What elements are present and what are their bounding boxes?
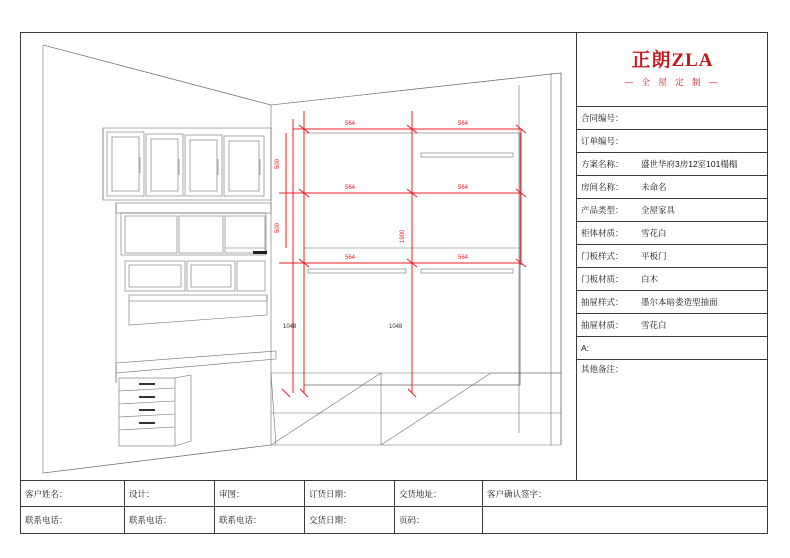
spec-row — [577, 360, 768, 400]
spec-row — [577, 291, 768, 314]
spec-row — [577, 245, 768, 268]
spec-row-list — [577, 107, 768, 480]
table-cell-delivery-date: 交货日期： — [305, 507, 395, 533]
brand-tagline: — 全 屋 定 制 — — [624, 76, 721, 87]
svg-text:564: 564 — [458, 121, 469, 127]
spec-label: 方案名称： — [581, 159, 624, 169]
spec-label: 抽屉样式： — [581, 297, 624, 307]
signature-table — [21, 481, 768, 534]
spec-value: 雪花白 — [641, 320, 667, 330]
spec-label: 其他备注： — [581, 364, 624, 374]
spec-row — [577, 268, 768, 291]
table-cell-page-number: 页码： — [395, 507, 483, 533]
drawing-area — [21, 33, 577, 481]
table-cell-reviewer: 审图： — [215, 481, 305, 506]
spec-label: 柜体材质： — [581, 228, 624, 238]
title-block-panel — [577, 33, 768, 481]
spec-label: 产品类型： — [581, 205, 624, 215]
table-cell-customer-phone: 联系电话： — [21, 507, 125, 533]
spec-label: 抽屉材质： — [581, 320, 624, 330]
spec-row — [577, 176, 768, 199]
svg-text:564: 564 — [458, 185, 469, 191]
spec-row — [577, 107, 768, 130]
sheet-inner-frame — [21, 33, 767, 533]
table-cell-order-date: 订货日期： — [305, 481, 395, 506]
svg-text:500: 500 — [275, 222, 281, 233]
spec-value: 雪花白 — [641, 228, 667, 238]
spec-value: 未命名 — [641, 182, 667, 192]
table-row — [21, 481, 768, 507]
table-cell-reviewer-phone: 联系电话： — [215, 507, 305, 533]
cabinet-perspective-drawing — [21, 33, 577, 481]
spec-row — [577, 314, 768, 337]
spec-value: 全屋家具 — [641, 205, 676, 215]
table-cell-designer-phone: 联系电话： — [125, 507, 215, 533]
svg-text:1900: 1900 — [400, 229, 406, 243]
table-row — [21, 507, 768, 533]
spec-value: 墨尔本暗娄造型抽面 — [641, 297, 718, 307]
spec-row — [577, 337, 768, 360]
table-cell-customer-signature: 客户确认签字： — [487, 488, 547, 499]
spec-value: 白木 — [641, 274, 659, 284]
svg-text:564: 564 — [345, 185, 356, 191]
table-cell-delivery-address: 交货地址： — [395, 481, 483, 506]
svg-text:564: 564 — [345, 121, 356, 127]
svg-text:564: 564 — [458, 255, 469, 261]
table-cell-customer-name: 客户姓名： — [21, 481, 125, 506]
brand-name: 正朗ZLA — [631, 50, 714, 72]
spec-label: 房间名称： — [581, 182, 624, 192]
table-cell-designer: 设计： — [125, 481, 215, 506]
svg-text:564: 564 — [345, 255, 356, 261]
spec-row — [577, 199, 768, 222]
spec-label: 门板样式： — [581, 251, 624, 261]
spec-label: 合同编号： — [581, 113, 624, 123]
spec-label: 门板材质： — [581, 274, 624, 284]
spec-value: 盛世华府3房12室101榻榻 — [641, 159, 738, 169]
svg-text:1048: 1048 — [283, 324, 297, 330]
spec-value: 平板门 — [641, 251, 667, 261]
spec-label: 订单编号： — [581, 136, 624, 146]
svg-text:500: 500 — [275, 158, 281, 169]
drawing-sheet — [20, 32, 768, 534]
table-cell-blank — [483, 507, 768, 533]
spec-row — [577, 222, 768, 245]
spec-row — [577, 130, 768, 153]
spec-label: A: — [581, 343, 590, 353]
svg-text:1048: 1048 — [389, 324, 403, 330]
spec-row — [577, 153, 768, 176]
brand-logo — [577, 33, 768, 107]
